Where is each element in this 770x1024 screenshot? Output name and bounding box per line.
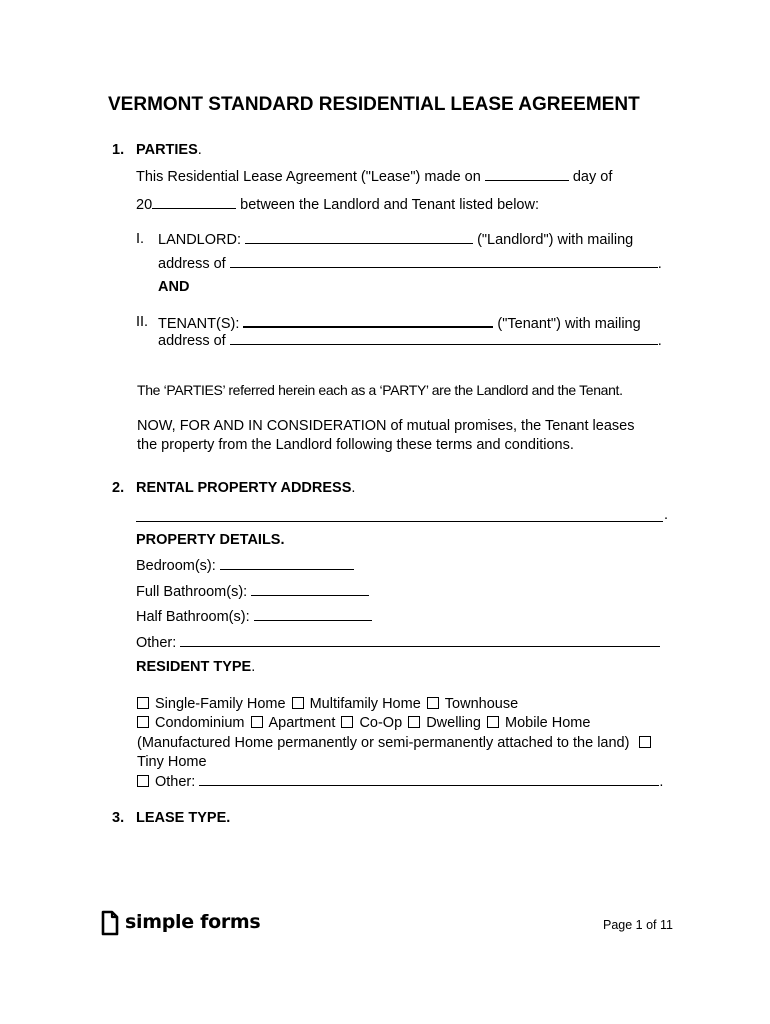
property-details-heading: PROPERTY DETAILS.: [136, 532, 285, 548]
tenant-address-field[interactable]: [230, 332, 658, 345]
resident-other-line: [137, 773, 663, 790]
section-1-heading-text: PARTIES: [136, 142, 198, 158]
tenant-number: II.: [136, 314, 149, 330]
landlord-mailing-text: ("Landlord") with mailing: [477, 232, 634, 248]
resident-type-heading-period: .: [251, 659, 256, 675]
page-number: Page 1 of 11: [603, 918, 673, 932]
half-bath-line: [136, 608, 372, 625]
and-label: AND: [158, 279, 190, 295]
day-of-text: day of: [572, 169, 613, 185]
property-address-field[interactable]: [136, 521, 663, 522]
document-title: VERMONT STANDARD RESIDENTIAL LEASE AGREEMENT: [108, 94, 640, 115]
full-bath-label: Full Bathroom(s):: [136, 584, 248, 600]
landlord-number: I.: [136, 231, 145, 247]
bedrooms-label: Bedroom(s):: [136, 558, 216, 574]
single-family-checkbox[interactable]: [137, 697, 149, 709]
section-3-heading: LEASE TYPE.: [136, 810, 231, 826]
tenant-mailing-text: ("Tenant") with mailing: [497, 316, 641, 332]
apartment-label: Apartment: [268, 715, 336, 731]
half-bath-field[interactable]: [254, 608, 372, 621]
co-op-checkbox[interactable]: [341, 716, 353, 728]
single-family-label: Single-Family Home: [155, 696, 286, 712]
lease-year-line: [136, 196, 539, 213]
tenant-address-period: .: [657, 333, 662, 349]
other-details-label: Other:: [136, 635, 177, 651]
condominium-label: Condominium: [155, 715, 245, 731]
resident-type-heading-text: RESIDENT TYPE: [136, 659, 252, 675]
apartment-checkbox[interactable]: [251, 716, 263, 728]
tenant-label: TENANT(S):: [158, 316, 240, 332]
section-2-heading: [136, 480, 355, 496]
dwelling-label: Dwelling: [426, 715, 481, 731]
mobile-home-checkbox[interactable]: [487, 716, 499, 728]
other-details-line: [136, 634, 660, 651]
section-1-number: 1.: [112, 142, 125, 158]
tenant-address-label: address of: [158, 333, 226, 349]
dwelling-checkbox[interactable]: [408, 716, 420, 728]
landlord-address-line: [158, 255, 662, 272]
landlord-address-period: .: [657, 256, 662, 272]
mobile-home-label: Mobile Home: [505, 715, 591, 731]
brand-logo-text: simple forms: [125, 911, 261, 933]
full-bath-line: [136, 583, 369, 600]
manufactured-home-note: (Manufactured Home permanently or semi-permanently attached to the land): [137, 735, 630, 751]
tenant-name-field[interactable]: [243, 314, 493, 328]
half-bath-label: Half Bathroom(s):: [136, 609, 250, 625]
multifamily-checkbox[interactable]: [292, 697, 304, 709]
resident-type-heading: [136, 659, 255, 675]
document-logo-icon: [100, 910, 120, 936]
section-2-heading-text: RENTAL PROPERTY ADDRESS: [136, 480, 352, 496]
townhouse-checkbox[interactable]: [427, 697, 439, 709]
consideration-line-2: the property from the Landlord following these terms and conditions.: [137, 437, 574, 453]
other-resident-field[interactable]: [199, 773, 659, 786]
consideration-line-1: NOW, FOR AND IN CONSIDERATION of mutual promises, the Tenant leases: [137, 418, 635, 434]
between-text: between the Landlord and Tenant listed below:: [240, 197, 539, 213]
lease-year-field[interactable]: [152, 196, 236, 209]
parties-definition: The ‘PARTIES’ referred herein each as a ‘PARTY’ are the Landlord and the Tenant.: [137, 382, 623, 398]
lease-day-field[interactable]: [485, 168, 569, 181]
other-resident-checkbox[interactable]: [137, 775, 149, 787]
tiny-home-label: Tiny Home: [137, 754, 207, 770]
tenant-line: [158, 314, 641, 332]
section-1-heading-period: .: [197, 142, 202, 158]
landlord-address-label: address of: [158, 256, 226, 272]
section-2-heading-period: .: [351, 480, 356, 496]
landlord-line: [158, 231, 633, 248]
resident-row-3: [137, 735, 657, 751]
lease-date-line: [136, 168, 612, 185]
other-details-field[interactable]: [180, 634, 660, 647]
other-resident-period: .: [659, 774, 664, 790]
co-op-label: Co-Op: [359, 715, 403, 731]
landlord-name-field[interactable]: [245, 231, 473, 244]
section-1-heading: [136, 142, 202, 158]
full-bath-field[interactable]: [251, 583, 369, 596]
tenant-address-line: [158, 332, 662, 349]
section-2-number: 2.: [112, 480, 125, 496]
landlord-address-field[interactable]: [230, 255, 658, 268]
other-resident-label: Other:: [155, 774, 196, 790]
property-address-period: .: [664, 507, 669, 523]
resident-row-2: [137, 715, 590, 731]
tiny-home-checkbox[interactable]: [639, 736, 651, 748]
multifamily-label: Multifamily Home: [309, 696, 421, 712]
landlord-label: LANDLORD:: [158, 232, 241, 248]
lease-intro-text: This Residential Lease Agreement ("Lease") made on: [136, 169, 481, 185]
section-3-number: 3.: [112, 810, 125, 826]
condominium-checkbox[interactable]: [137, 716, 149, 728]
year-prefix: 20: [136, 197, 153, 213]
townhouse-label: Townhouse: [444, 696, 519, 712]
resident-row-1: [137, 696, 518, 712]
bedrooms-line: [136, 557, 354, 574]
bedrooms-field[interactable]: [220, 557, 354, 570]
